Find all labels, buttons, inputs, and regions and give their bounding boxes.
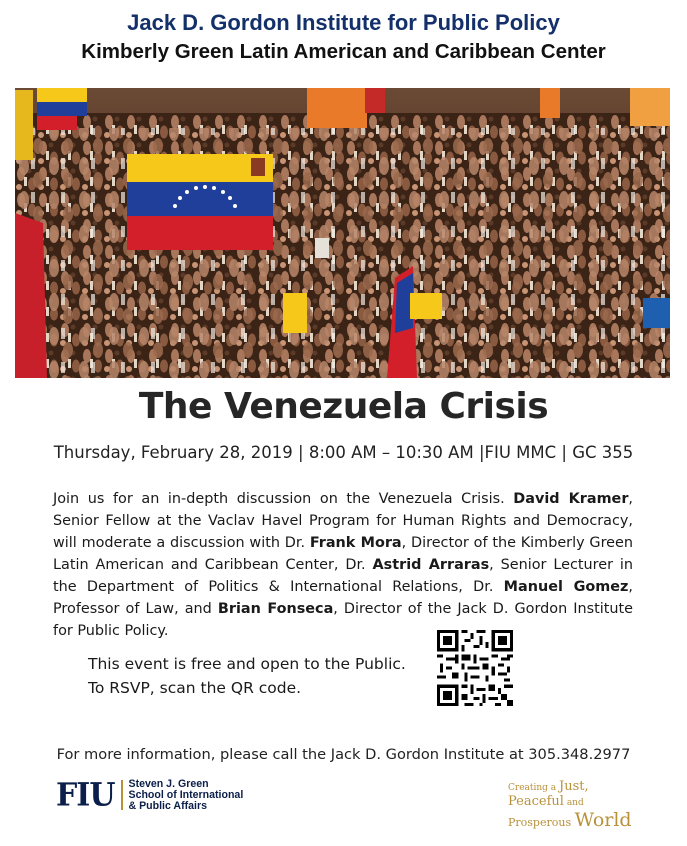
rsvp-line-free: This event is free and open to the Public.	[88, 655, 406, 673]
school-name	[129, 779, 244, 812]
event-description	[53, 488, 633, 642]
institute-title: Jack D. Gordon Institute for Public Policy	[127, 10, 560, 35]
contact-info: For more information, please call the Jack D. Gordon Institute at 305.348.2977	[56, 746, 631, 763]
fiu-wordmark: FIU	[56, 776, 115, 814]
event-datetime: Thursday, February 28, 2019 | 8:00 AM – 10:30 AM |FIU MMC | GC 355	[53, 443, 634, 462]
tagline-big: Just, Peaceful	[508, 779, 589, 809]
desc-text: Join us for an in-depth discussion on the Venezuela Crisis.	[53, 491, 505, 507]
desc-text: , Professor of Law, and	[53, 579, 633, 617]
rsvp-qr-code[interactable]	[437, 630, 513, 706]
logo-divider	[121, 780, 123, 810]
center-title: Kimberly Green Latin American and Caribbean Center	[81, 40, 606, 63]
event-title: The Venezuela Crisis	[138, 386, 549, 427]
crowd-photo	[15, 88, 670, 378]
speaker-name: Brian Fonseca	[217, 601, 334, 617]
tagline-small: and	[566, 798, 584, 808]
school-name-line: Steven J. Green	[128, 777, 209, 790]
school-name-line: School of International	[128, 788, 244, 801]
tagline-small: Creating a	[508, 783, 557, 793]
venezuela-flag-image	[127, 154, 273, 250]
desc-text: , Senior Fellow at the Vaclav Havel Program for Human Rights and Democracy, will moderate a discussion with Dr.	[53, 491, 633, 551]
desc-text: , Director of the Jack D. Gordon Institute for Public Policy.	[53, 601, 634, 639]
speaker-name: Frank Mora	[309, 535, 402, 551]
tagline-world: World	[574, 809, 632, 831]
speaker-name: Astrid Arraras	[372, 557, 490, 573]
fiu-logo	[56, 778, 243, 812]
tagline-logo	[508, 779, 638, 831]
desc-text: , Director of the Kimberly Green Latin American and Caribbean Center, Dr.	[53, 535, 633, 573]
school-name-line: & Public Affairs	[128, 799, 207, 812]
rsvp-line-scan: To RSVP, scan the QR code.	[88, 679, 302, 697]
desc-text: , Senior Lecturer in the Department of Politics & International Relations, Dr.	[53, 557, 633, 595]
speaker-name: David Kramer	[513, 491, 629, 507]
speaker-name: Manuel Gomez	[503, 579, 629, 595]
rsvp-note	[88, 652, 406, 700]
tagline-prosperous: Prosperous	[508, 816, 572, 829]
